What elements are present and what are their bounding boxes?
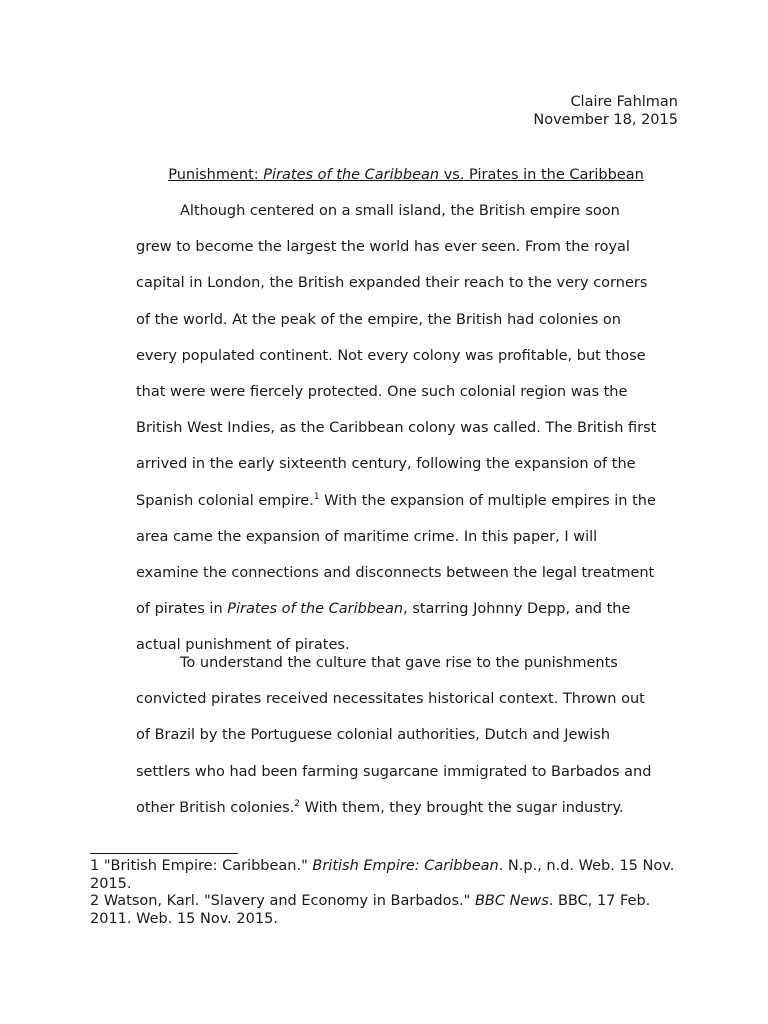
paragraph-line: grew to become the largest the world has ever seen. From the royal [136, 239, 630, 256]
title-suffix: vs. Pirates in the Caribbean [439, 167, 644, 183]
paragraph-line [136, 591, 684, 627]
footnote-italic: British Empire: Caribbean [312, 858, 499, 874]
title-prefix: Punishment: [168, 167, 264, 183]
paragraph-line: of the world. At the peak of the empire, the British had colonies on [136, 311, 621, 328]
footnote-2 [90, 893, 680, 928]
paragraph-line: that were were fiercely protected. One such colonial region was the [136, 383, 628, 400]
line-text: other British colonies. [136, 799, 295, 816]
line-text: Spanish colonial empire. [136, 492, 314, 509]
document-title [0, 166, 768, 184]
paragraph-line: actual punishment of pirates. [136, 637, 350, 654]
footnote-ref-2[interactable]: 2 [294, 798, 301, 809]
paragraph-line: British West Indies, as the Caribbean colony was called. The British first [136, 420, 657, 437]
footnotes [90, 858, 680, 928]
paragraph-line: arrived in the early sixteenth century, following the expansion of the [136, 456, 636, 473]
paragraph-line [136, 483, 684, 519]
footnote-text: 1 "British Empire: Caribbean." [90, 858, 313, 874]
title-italic: Pirates of the Caribbean [263, 167, 440, 183]
footnote-text: 2 Watson, Karl. "Slavery and Economy in Barbados." [90, 893, 475, 909]
footnote-text: . BBC, 17 Feb. 2011. Web. 15 Nov. 2015. [90, 893, 651, 927]
document-date: November 18, 2015 [533, 112, 678, 128]
author-name: Claire Fahlman [570, 94, 678, 110]
paragraph-line: To understand the culture that gave rise to the punishments [180, 655, 618, 671]
paragraph-line: convicted pirates received necessitates historical context. Thrown out [136, 691, 645, 708]
paragraph-1 [136, 193, 684, 663]
paragraph-line: area came the expansion of maritime crime. In this paper, I will [136, 528, 598, 545]
footnote-italic: BBC News [474, 893, 549, 909]
footnote-text: . N.p., n.d. Web. 15 Nov. 2015. [90, 858, 675, 892]
paragraph-line: settlers who had been farming sugarcane immigrated to Barbados and [136, 763, 652, 780]
line-text: With the expansion of multiple empires in the [319, 492, 656, 509]
paragraph-line [136, 790, 684, 826]
line-text: of pirates in [136, 601, 228, 618]
footnote-1 [90, 858, 680, 893]
paragraph-line: of Brazil by the Portuguese colonial authorities, Dutch and Jewish [136, 727, 611, 744]
paragraph-2 [136, 645, 684, 826]
footnote-separator [90, 853, 238, 854]
paragraph-line: Although centered on a small island, the British empire soon [180, 203, 620, 219]
line-text: With them, they brought the sugar industry. [300, 799, 624, 816]
paragraph-line: examine the connections and disconnects between the legal treatment [136, 564, 655, 581]
line-text: , starring Johnny Depp, and the [403, 601, 631, 618]
paragraph-line: capital in London, the British expanded their reach to the very corners [136, 275, 648, 292]
italic-film-title: Pirates of the Caribbean [227, 601, 404, 618]
paragraph-line: every populated continent. Not every colony was profitable, but those [136, 347, 646, 364]
footnote-ref-1[interactable]: 1 [313, 491, 320, 502]
document-header [533, 93, 678, 129]
